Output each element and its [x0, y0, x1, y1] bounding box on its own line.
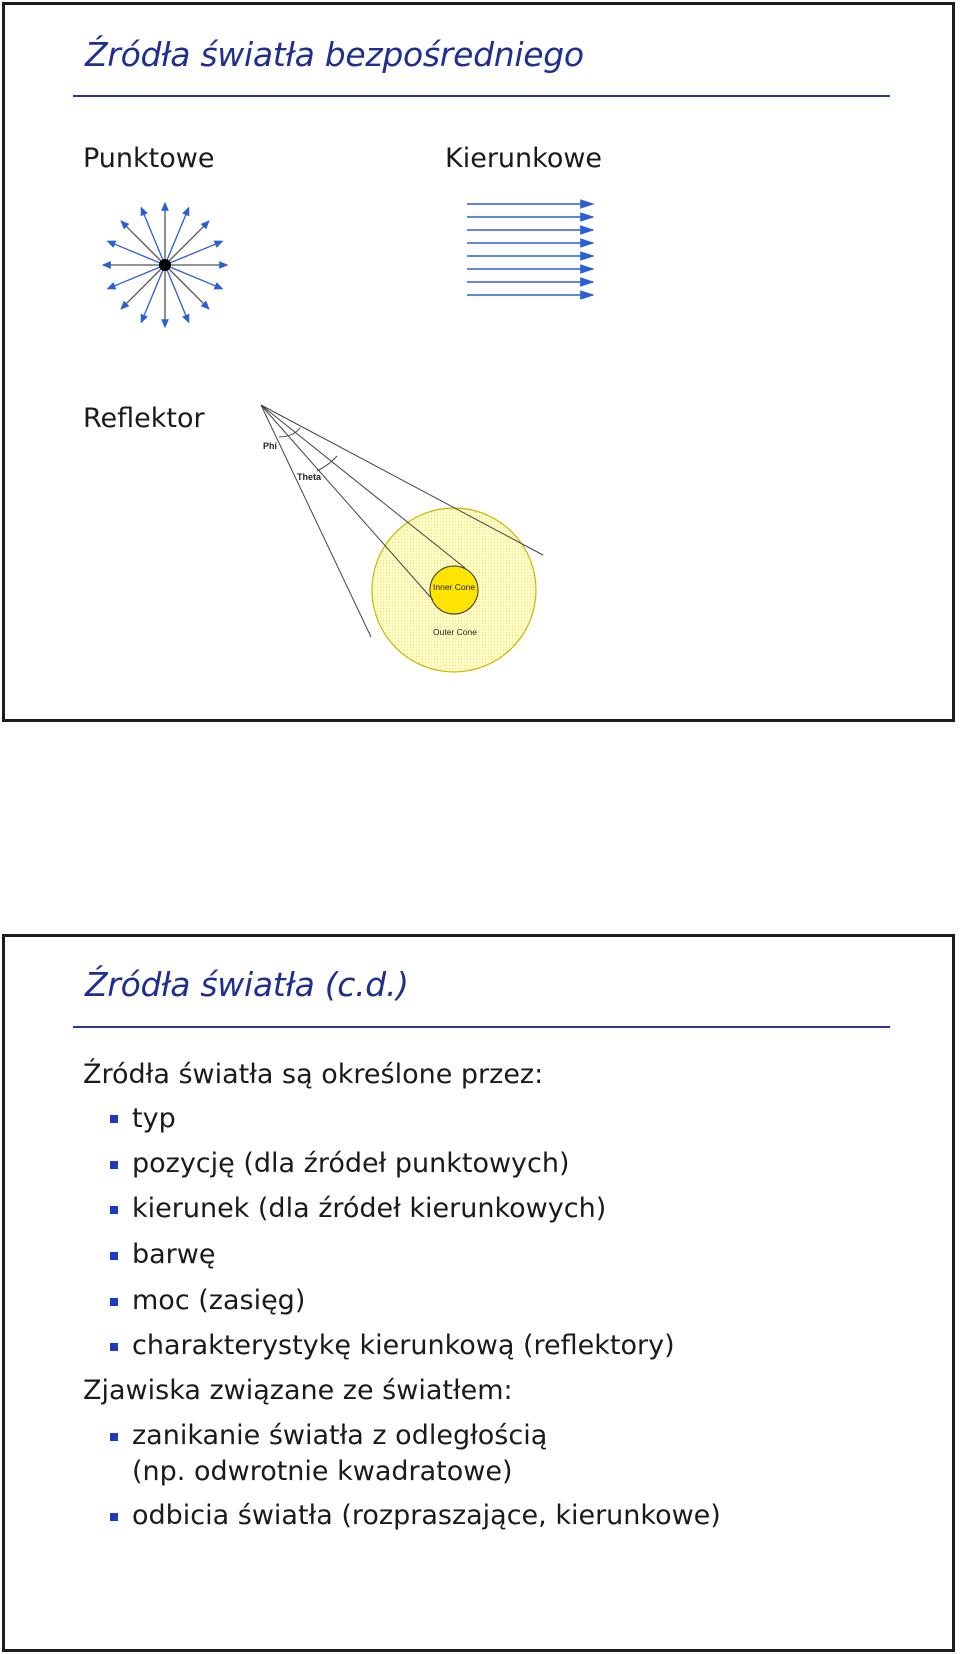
list-item: odbicia światła (rozpraszające, kierunkowe)	[132, 1500, 721, 1531]
slide-title: Źródła światła bezpośredniego	[85, 35, 584, 74]
inner-cone-edge	[261, 405, 465, 568]
list-item: charakterystykę kierunkową (reflektory)	[132, 1330, 675, 1361]
slide-direct-light-sources	[2, 2, 955, 722]
list-item: typ	[132, 1103, 176, 1134]
bullet-icon	[110, 1513, 118, 1521]
list-item: barwę	[132, 1239, 216, 1270]
point-light-diagram	[103, 203, 231, 331]
list-item: moc (zasięg)	[132, 1285, 306, 1316]
spotlight-diagram	[253, 397, 573, 687]
list-item-continuation: (np. odwrotnie kwadratowe)	[132, 1456, 513, 1487]
point-light-ray	[121, 265, 165, 309]
title-rule	[73, 95, 890, 97]
intro-text: Źródła światła są określone przez:	[83, 1059, 544, 1090]
outer-cone-label: Outer Cone	[433, 627, 477, 637]
bullet-icon	[110, 1252, 118, 1260]
point-light-ray	[121, 221, 165, 265]
point-light-ray	[165, 265, 209, 309]
phi-label: Phi	[263, 441, 278, 451]
bullet-icon	[110, 1343, 118, 1351]
inner-cone-label: Inner Cone	[433, 582, 476, 592]
point-light-ray	[165, 221, 209, 265]
label-directional-light: Kierunkowe	[445, 143, 603, 174]
slide-light-sources-cont	[2, 934, 955, 1652]
list-item: kierunek (dla źródeł kierunkowych)	[132, 1193, 607, 1224]
label-point-light: Punktowe	[83, 143, 215, 174]
phenomena-heading: Zjawiska związane ze światłem:	[83, 1375, 513, 1406]
bullet-icon	[110, 1433, 118, 1441]
theta-label: Theta	[297, 472, 322, 482]
point-light-source	[159, 259, 171, 271]
directional-light-diagram	[465, 200, 600, 300]
inner-cone-edge	[261, 405, 433, 600]
bullet-icon	[110, 1298, 118, 1306]
bullet-icon	[110, 1115, 118, 1123]
label-spotlight: Reflektor	[83, 403, 205, 434]
title-rule	[73, 1026, 890, 1028]
bullet-icon	[110, 1206, 118, 1214]
slide-title: Źródła światła (c.d.)	[85, 965, 409, 1004]
list-item: zanikanie światła z odległością	[132, 1420, 548, 1451]
outer-cone-edge	[261, 405, 371, 637]
list-item: pozycję (dla źródeł punktowych)	[132, 1148, 570, 1179]
bullet-icon	[110, 1161, 118, 1169]
